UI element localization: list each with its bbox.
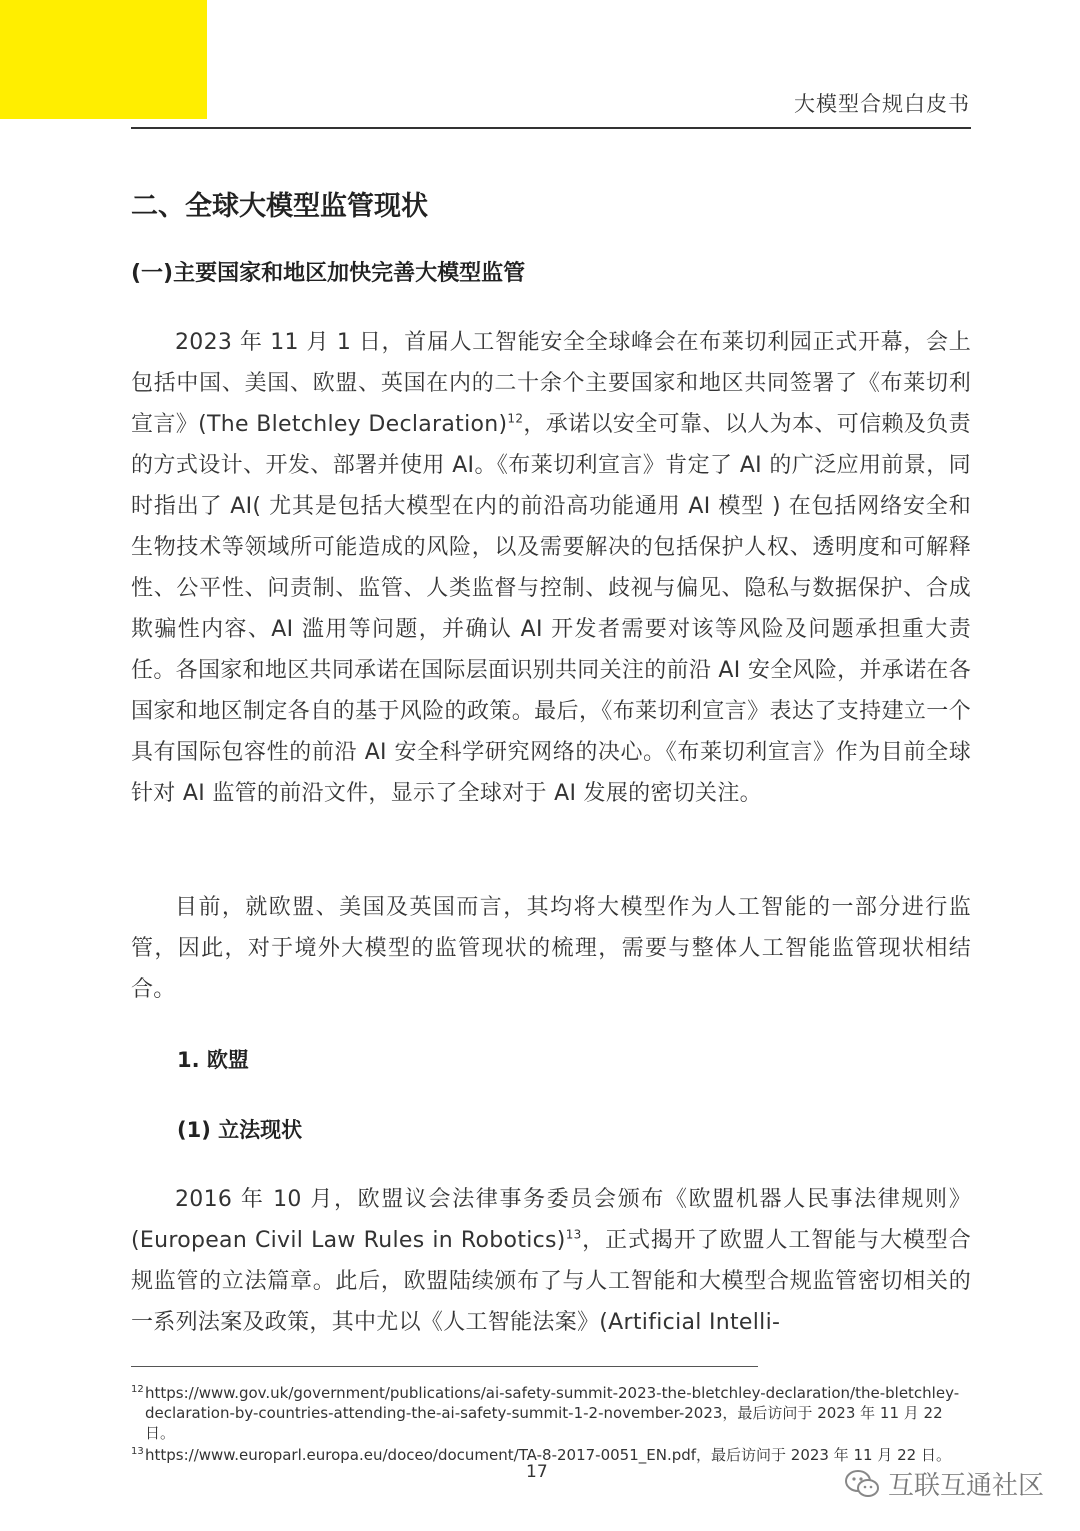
paragraph-eu-legislation [131,1179,971,1343]
paragraph-text: ，正式揭开了欧盟人工智能与大模型合规监管的立法篇章。此后，欧盟陆续颁布了与人工智能和大模型合规监管密切相关的一系列法案及政策，其中尤以《人工智能法案》(Artificial Intelli- [131,1228,972,1335]
header-rule [131,127,971,129]
footnote-text[interactable]: https://www.europarl.europa.eu/doceo/document/TA-8-2017-0051_EN.pdf，最后访问于 2023 年 11 月 22 日。 [145,1446,951,1464]
footnotes [131,1383,971,1467]
paragraph-text: 2016 年 10 月，欧盟议会法律事务委员会颁布《欧盟机器人民事法律规则》(European Civil Law Rules in Robotics) [131,1187,971,1253]
paragraph-overview: 目前，就欧盟、美国及英国而言，其均将大模型作为人工智能的一部分进行监管，因此，对于境外大模型的监管现状的梳理，需要与整体人工智能监管现状相结合。 [131,895,971,1002]
wechat-icon [844,1469,880,1499]
footnote-number: 12 [131,1384,144,1395]
footnote-text[interactable]: https://www.gov.uk/government/publications/ai-safety-summit-2023-the-bletchley-declaration/the-bletchley-declaration-by-countries-attending-the-ai-safety-summit-1-2-november-2023，最后访问于 2023 年 11 月 22 日。 [145,1384,960,1442]
footnote-ref-12[interactable]: 12 [507,411,524,426]
heading-eu: 1. 欧盟 [177,1048,249,1072]
subsection-title: (一)主要国家和地区加快完善大模型监管 [131,261,526,286]
footnote-ref-13[interactable]: 13 [565,1227,582,1242]
paragraph-text: 2023 年 11 月 1 日，首届人工智能安全全球峰会在布莱切利园正式开幕，会上包括中国、美国、欧盟、英国在内的二十余个主要国家和地区共同签署了《布莱切利宣言》(The Bletchley Declaration) [131,330,971,437]
footnote-rule [131,1366,758,1367]
paragraph-text: ，承诺以安全可靠、以人为本、可信赖及负责的方式设计、开发、部署并使用 AI。《布莱切利宣言》肯定了 AI 的广泛应用前景，同时指出了 AI( 尤其是包括大模型在内的前沿高功能通用 AI 模型 ) 在包括网络安全和生物技术等领域所可能造成的风险，以及需要解决的包括保护人权、透明度和可解释性、公平性、问责制、监管、人类监督与控制、歧视与偏见、隐私与数据保护、合成欺骗性内容、AI 滥用等问题，并确认 AI 开发者需要对该等风险及问题承担重大责任。各国家和地区共同承诺在国际层面识别共同关注的前沿 AI 安全风险，并承诺在各国家和地区制定各自的基于风险的政策。最后，《布莱切利宣言》表达了支持建立一个具有国际包容性的前沿 AI 安全科学研究网络的决心。《布莱切利宣言》作为目前全球针对 AI 监管的前沿文件，显示了全球对于 AI 发展的密切关注。 [131,412,971,806]
section-title: 二、全球大模型监管现状 [131,191,428,222]
watermark [844,1465,1044,1502]
running-header-title: 大模型合规白皮书 [794,92,970,116]
yellow-corner-block [0,0,207,119]
paragraph-bletchley [131,322,971,814]
watermark-text: 互联互通社区 [887,1471,1044,1501]
heading-legislation-status: (1) 立法现状 [177,1118,303,1142]
footnote-12 [131,1383,971,1443]
page-number: 17 [526,1462,548,1482]
footnote-13 [131,1445,971,1465]
footnote-number: 13 [131,1446,144,1457]
